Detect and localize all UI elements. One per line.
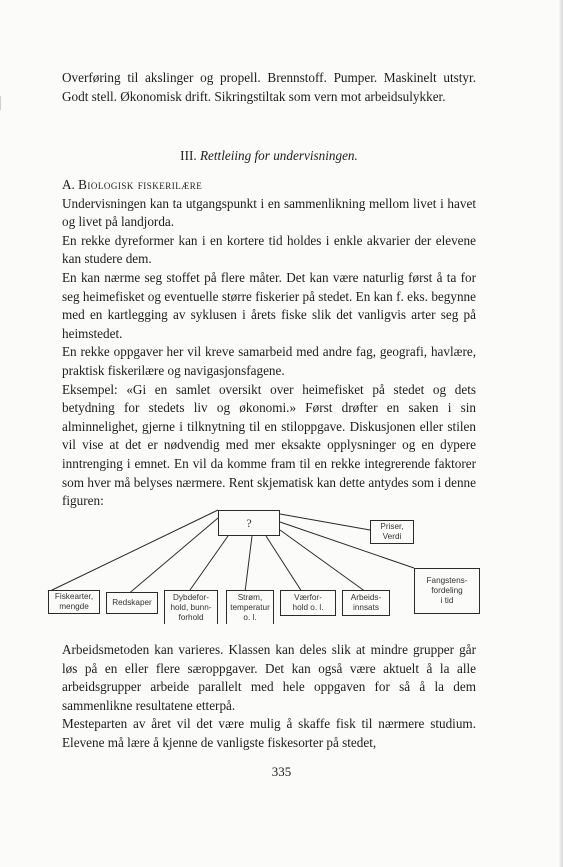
connector-line <box>190 536 228 590</box>
body-text-upper <box>62 176 476 511</box>
intro-paragraph <box>62 69 476 106</box>
diagram-node-fangstens-fordeling: Fangstens- fordeling i tid <box>414 568 480 614</box>
connector-line <box>126 518 218 596</box>
section-number: III. <box>180 148 197 163</box>
connector-line <box>266 536 302 592</box>
diagram-node-priser: Priser, Verdi <box>370 520 414 544</box>
diagram-node-strom: Strøm, temperatur o. l. <box>226 590 274 624</box>
subheading-text: Biologisk fiskerilære <box>78 177 203 192</box>
diagram-node-fiskearter: Fiskearter, mengde <box>48 590 100 614</box>
margin-mark <box>0 96 1 110</box>
section-title: Rettleiing for undervisningen. <box>199 148 358 163</box>
connector-line <box>280 530 366 592</box>
diagram-center-node: ? <box>218 510 280 536</box>
page-number: 335 <box>271 764 292 779</box>
page-edge-shadow <box>558 0 563 867</box>
connector-line <box>48 510 218 592</box>
paragraph: Eksempel: «Gi en samlet oversikt over heimefisket på stedet og dets betydning for stedets liv og økonomi.» Først drøfter en saken i sin alminnelighet, gjerne i tilknytning til en stiloppgave. Diskusjonen eller stilen vil vise at det er nødvendig med mer eksakte opplysninger og en dypere inntrenging i emnet. En vil da komme fram til en rekke integrerende faktorer som hver må belyses nærmere. Rent skjematisk kan dette antydes som i denne figuren: <box>62 381 476 509</box>
paragraph: En rekke dyreformer kan i en kortere tid holdes i enkle akvarier der elevene kan studere dem. <box>62 232 476 267</box>
diagram-node-vaerforhold: Værfor- hold o. l. <box>280 590 336 616</box>
body-text-lower <box>62 641 476 753</box>
paragraph: Undervisningen kan ta utgangspunkt i en sammenlikning mellom livet i havet og livet på landjorda. <box>62 195 476 230</box>
factor-diagram <box>40 498 520 638</box>
paragraph: Arbeidsmetoden kan varieres. Klassen kan deles slik at mindre grupper går løs på en eller flere særoppgaver. Det kan også være aktuelt å la alle arbeidsgrupper arbeide parallelt med hele oppgaven for så å la dem sammenlikne resultatene etterpå. <box>62 642 476 713</box>
section-heading <box>62 148 476 164</box>
subheading <box>62 176 476 195</box>
diagram-node-dybdeforhold: Dybdefor- hold, bunn- forhold <box>164 590 218 624</box>
connector-line <box>245 536 252 592</box>
paragraph: En rekke oppgaver her vil kreve samarbeid med andre fag, geografi, havlære, praktisk fiskerilære og navigasjonsfagene. <box>62 344 476 378</box>
connector-line <box>280 514 370 530</box>
subheading-letter: A. <box>62 177 75 192</box>
paragraph: Mesteparten av året vil det være mulig å skaffe fisk til nærmere studium. Elevene må lære å kjenne de vanligste fiskesorter på stedet, <box>62 716 476 750</box>
paragraph: En kan nærme seg stoffet på flere måter. Det kan være naturlig først å ta for seg heimefisket og eventuelle større fiskerier på stedet. En kan f. eks. begynne med en kartlegging av syklusen i årets fiske slik det vanligvis arter seg på heimstedet. <box>62 269 476 341</box>
diagram-node-redskaper: Redskaper <box>106 592 158 614</box>
intro-text: Overføring til akslinger og propell. Brennstoff. Pumper. Maskinelt utstyr. Godt stell. Økonomisk drift. Sikringstiltak som vern mot arbeidsulykker. <box>62 70 476 104</box>
diagram-node-arbeidsinnsats: Arbeids- innsats <box>342 590 390 616</box>
